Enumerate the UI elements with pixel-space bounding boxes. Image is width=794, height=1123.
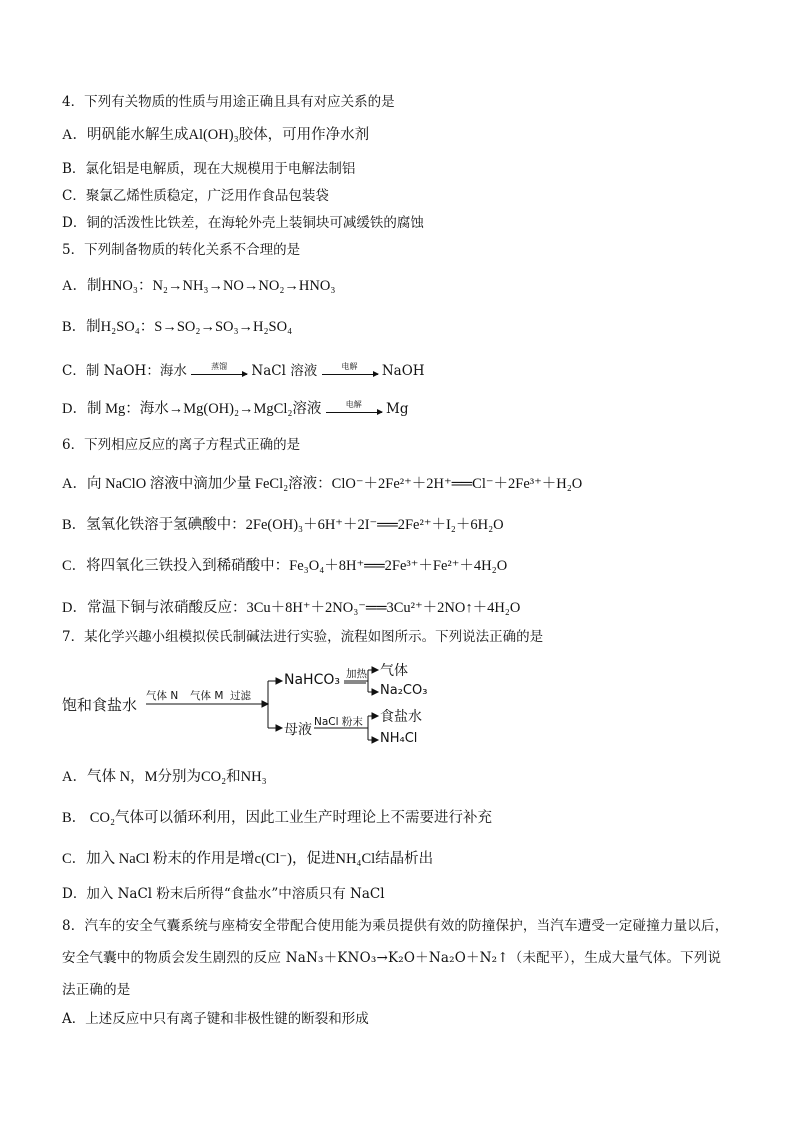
flow-gas-n: 气体 N: [146, 690, 179, 702]
flow-nh4cl: NH₄Cl: [380, 731, 418, 746]
q4-option-a: A．明矾能水解生成Al(OH)₃胶体，可用作净水剂: [62, 127, 370, 143]
q6-stem: 6．下列相应反应的离子方程式正确的是: [62, 437, 301, 453]
q5-option-b: B．制H₂SO₄：S→SO₂→SO₃→H₂SO₄: [62, 319, 293, 335]
reaction-arrow-icon: [191, 362, 247, 375]
flow-mother-liquor: 母液: [284, 722, 312, 738]
q4-option-c: C．聚氯乙烯性质稳定，广泛用作食品包装袋: [62, 188, 329, 204]
flow-nahco3: NaHCO₃: [284, 672, 340, 688]
reaction-arrow-icon: [326, 400, 382, 413]
q7-stem: 7．某化学兴趣小组模拟侯氏制碱法进行实验，流程如图所示。下列说法正确的是: [62, 629, 544, 645]
flow-brine: 食盐水: [380, 709, 422, 725]
q4-option-b: B．氯化铝是电解质，现在大规模用于电解法制铝: [62, 161, 356, 177]
flow-gas-m: 气体 M: [190, 690, 224, 702]
flow-start: 饱和食盐水: [62, 696, 138, 714]
flow-nacl-powder: NaCl 粉末: [314, 716, 363, 728]
q5-c-product: NaOH: [381, 363, 425, 379]
flow-diagram: [62, 658, 462, 750]
flow-heat: 加热: [346, 668, 367, 680]
q4-option-d: D．铜的活泼性比铁差，在海轮外壳上装铜块可减缓铁的腐蚀: [62, 215, 424, 231]
q4-stem: 4．下列有关物质的性质与用途正确且具有对应关系的是: [62, 94, 395, 110]
q5-option-c: [62, 362, 425, 380]
q5-stem: 5．下列制备物质的转化关系不合理的是: [62, 242, 301, 258]
arrow-label-electrolysis: 电解: [341, 362, 358, 371]
q7-option-a: A．气体 N，M分别为CO₂和NH₃: [62, 769, 267, 785]
q5-d-product: Mg: [386, 401, 409, 417]
reaction-arrow-icon: [322, 362, 378, 375]
q6-option-d: D．常温下铜与浓硝酸反应：3Cu＋8H⁺＋2NO₃⁻══3Cu²⁺＋2NO↑＋4H₂O: [62, 600, 521, 616]
arrow-label-distill: 蒸馏: [211, 362, 228, 371]
q5-c-prefix: C．制 NaOH：海水: [62, 363, 187, 379]
flow-filter: 过滤: [230, 690, 251, 702]
arrow-label-electrolysis: 电解: [345, 400, 362, 409]
flow-gas: 气体: [380, 663, 408, 679]
q7-option-b: B． CO₂气体可以循环利用，因此工业生产时理论上不需要进行补充: [62, 810, 492, 826]
q8-stem: 8．汽车的安全气囊系统与座椅安全带配合使用能为乘员提供有效的防撞保护，当汽车遭受一定碰撞力量以后，安全气囊中的物质会发生剧烈的反应 NaN₃＋KNO₃→K₂O＋Na₂O＋N₂↑（未配平），生成大量气体。下列说法正确的是: [62, 918, 729, 998]
q7-option-d: D．加入 NaCl 粉末后所得“食盐水”中溶质只有 NaCl: [62, 886, 385, 902]
q6-option-c: C．将四氧化三铁投入到稀硝酸中：Fe₃O₄＋8H⁺══2Fe³⁺＋Fe²⁺＋4H₂O: [62, 558, 508, 574]
q7-option-c: C．加入 NaCl 粉末的作用是增c(Cl⁻)，促进NH₄Cl结晶析出: [62, 851, 434, 867]
q5-d-prefix: D．制 Mg：海水→Mg(OH)₂→MgCl₂溶液: [62, 401, 322, 417]
q5-c-middle: NaCl 溶液: [251, 363, 318, 379]
q8-option-a: A．上述反应中只有离子键和非极性键的断裂和形成: [62, 1011, 369, 1027]
q6-option-a: A．向 NaClO 溶液中滴加少量 FeCl₂溶液：ClO⁻＋2Fe²⁺＋2H⁺══Cl⁻＋2Fe³⁺＋H₂O: [62, 476, 583, 492]
q6-option-b: B．氢氧化铁溶于氢碘酸中：2Fe(OH)₃＋6H⁺＋2I⁻══2Fe²⁺＋I₂＋6H₂O: [62, 517, 504, 533]
q5-option-a: A．制HNO₃：N₂→NH₃→NO→NO₂→HNO₃: [62, 278, 336, 294]
q5-option-d: [62, 400, 409, 418]
flow-na2co3: Na₂CO₃: [380, 683, 428, 698]
